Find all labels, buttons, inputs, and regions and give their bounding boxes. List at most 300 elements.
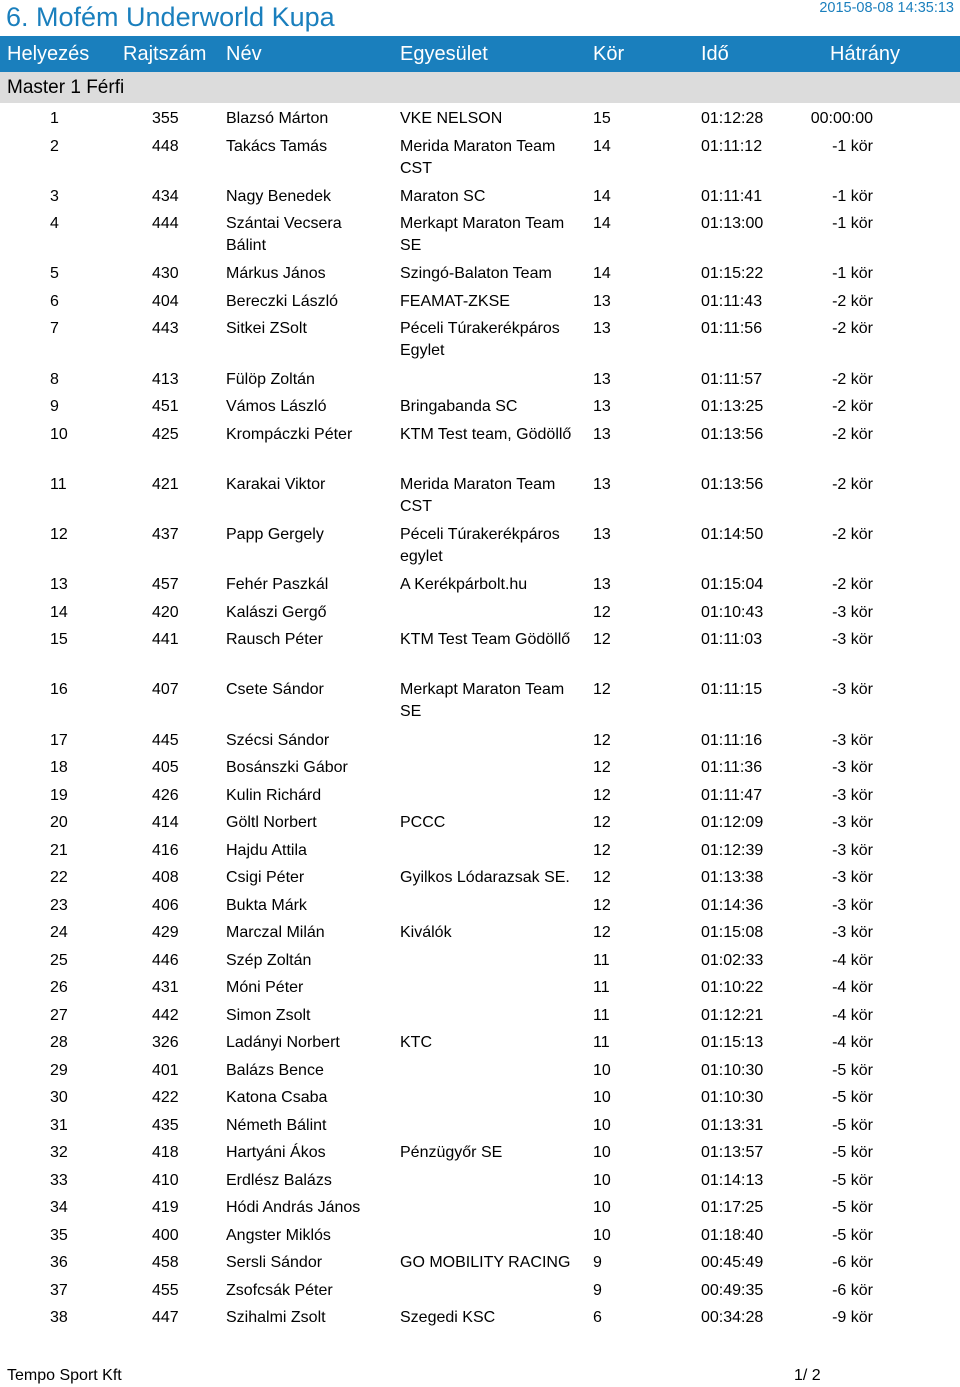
position-cell: 10	[50, 425, 68, 443]
table-row	[0, 754, 960, 782]
table-row	[0, 727, 960, 755]
time-cell: 01:10:43	[701, 603, 764, 621]
name-cell: Bosánszki Gábor	[226, 759, 348, 776]
name-cell: Sitkei ZSolt	[226, 320, 307, 338]
footer-company: Tempo Sport Kft	[7, 1367, 122, 1384]
gap-cell: -5 kör	[832, 1144, 873, 1161]
laps-cell: 14	[593, 137, 611, 155]
name-cell: Németh Bálint	[226, 1116, 327, 1134]
gap-cell: -3 kör	[832, 603, 873, 621]
time-cell: 01:11:12	[701, 137, 763, 155]
time-cell: 01:15:08	[701, 924, 764, 941]
name-cell: Simon Zsolt	[226, 1006, 311, 1024]
time-cell: 01:10:30	[701, 1089, 764, 1106]
name-cell: Fehér Paszkál	[226, 576, 329, 594]
table-row	[0, 892, 960, 920]
name-cell: Blazsó Márton	[226, 110, 329, 127]
club-cell: Gyilkos Lódarazsak SE.	[400, 869, 570, 886]
club-cell: Péceli Túrakerékpáros egylet	[400, 525, 560, 565]
time-cell: 01:13:25	[701, 398, 764, 416]
name-cell: Zsofcsák Péter	[226, 1281, 333, 1299]
club-cell: KTM Test team, Gödöllő	[400, 425, 572, 443]
column-header-bar	[0, 36, 960, 72]
table-row	[0, 210, 960, 260]
club-cell: Merida Maraton Team CST	[400, 475, 556, 515]
laps-cell: 11	[593, 1006, 610, 1024]
name-cell: Fülöp Zoltán	[226, 370, 315, 388]
title-bar	[0, 0, 960, 36]
bib-cell: 401	[152, 1061, 179, 1079]
table-row	[0, 1249, 960, 1277]
gap-cell: -5 kör	[832, 1226, 873, 1244]
gap-cell: -9 kör	[832, 1309, 873, 1326]
laps-cell: 10	[593, 1199, 611, 1216]
position-cell: 36	[50, 1254, 68, 1271]
bib-cell: 406	[152, 896, 179, 914]
laps-cell: 12	[593, 924, 611, 941]
club-cell: Maraton SC	[400, 187, 486, 205]
position-cell: 4	[50, 215, 59, 233]
bib-cell: 442	[152, 1006, 179, 1024]
table-row	[0, 1002, 960, 1030]
gap-cell: -4 kör	[832, 1006, 873, 1024]
bib-cell: 431	[152, 979, 179, 996]
laps-cell: 10	[593, 1171, 611, 1189]
club-cell: KTC	[400, 1034, 432, 1051]
bib-cell: 404	[152, 292, 179, 310]
club-cell: PCCC	[400, 814, 446, 831]
time-cell: 01:13:56	[701, 425, 764, 443]
name-cell: Móni Péter	[226, 979, 304, 996]
gap-cell: -2 kör	[832, 576, 873, 594]
bib-cell: 326	[152, 1034, 179, 1051]
position-cell: 11	[50, 475, 67, 493]
footer-page-number: 1/ 2	[794, 1367, 821, 1384]
name-cell: Hajdu Attila	[226, 841, 307, 859]
gap-cell: -5 kör	[832, 1171, 873, 1189]
time-cell: 01:11:03	[701, 631, 763, 649]
bib-cell: 457	[152, 576, 179, 594]
gap-cell: -3 kör	[832, 681, 873, 699]
time-cell: 01:12:21	[701, 1006, 764, 1024]
position-cell: 7	[50, 320, 59, 338]
table-row	[0, 837, 960, 865]
bib-cell: 445	[152, 731, 179, 749]
time-cell: 01:10:30	[701, 1061, 764, 1079]
gap-cell: -2 kör	[832, 370, 873, 388]
position-cell: 34	[50, 1199, 68, 1216]
position-cell: 1	[50, 110, 59, 127]
time-cell: 01:10:22	[701, 979, 764, 996]
time-cell: 01:11:57	[701, 370, 763, 388]
name-cell: Nagy Benedek	[226, 187, 331, 205]
position-cell: 29	[50, 1061, 68, 1079]
position-cell: 3	[50, 187, 59, 205]
gap-cell: -4 kör	[832, 1034, 873, 1051]
name-cell: Csigi Péter	[226, 869, 305, 886]
position-cell: 2	[50, 137, 59, 155]
position-cell: 22	[50, 869, 68, 886]
bib-cell: 426	[152, 786, 179, 804]
laps-cell: 11	[593, 979, 610, 996]
position-cell: 30	[50, 1089, 68, 1106]
name-cell: Bereczki László	[226, 292, 339, 310]
time-cell: 01:13:56	[701, 475, 764, 493]
laps-cell: 10	[593, 1061, 611, 1079]
bib-cell: 408	[152, 869, 179, 886]
gap-cell: 00:00:00	[810, 110, 873, 127]
name-cell: Rausch Péter	[226, 631, 323, 649]
table-row	[0, 1194, 960, 1222]
header-gap: Hátrány	[830, 43, 901, 65]
bib-cell: 455	[152, 1281, 179, 1299]
name-cell: Kalászi Gergő	[226, 603, 327, 621]
bib-cell: 414	[152, 814, 179, 831]
bib-cell: 458	[152, 1254, 179, 1271]
gap-cell: -4 kör	[832, 979, 873, 996]
name-cell: Katona Csaba	[226, 1089, 328, 1106]
gap-cell: -3 kör	[832, 786, 873, 804]
time-cell: 01:11:47	[701, 786, 763, 804]
position-cell: 13	[50, 576, 68, 594]
bib-cell: 430	[152, 265, 179, 283]
name-cell: Kulin Richárd	[226, 786, 322, 804]
name-cell: Sersli Sándor	[226, 1254, 323, 1271]
header-position: Helyezés	[7, 43, 90, 65]
gap-cell: -3 kör	[832, 731, 873, 749]
name-cell: Erdlész Balázs	[226, 1171, 332, 1189]
name-cell: Angster Miklós	[226, 1226, 331, 1244]
laps-cell: 10	[593, 1116, 611, 1134]
laps-cell: 12	[593, 896, 611, 914]
club-cell: GO MOBILITY RACING	[400, 1254, 571, 1271]
bib-cell: 400	[152, 1226, 179, 1244]
gap-cell: -5 kör	[832, 1089, 873, 1106]
table-row	[0, 864, 960, 892]
gap-cell: -2 kör	[832, 398, 873, 416]
gap-cell: -6 kör	[832, 1281, 873, 1299]
bib-cell: 405	[152, 759, 179, 776]
table-row	[0, 1277, 960, 1305]
laps-cell: 14	[593, 265, 611, 283]
bib-cell: 422	[152, 1089, 179, 1106]
table-row	[0, 1057, 960, 1085]
position-cell: 5	[50, 265, 59, 283]
position-cell: 32	[50, 1144, 68, 1161]
laps-cell: 12	[593, 759, 611, 776]
laps-cell: 12	[593, 631, 611, 649]
bib-cell: 448	[152, 137, 179, 155]
laps-cell: 12	[593, 869, 611, 886]
bib-cell: 421	[152, 475, 179, 493]
name-cell: Szántai Vecsera Bálint	[226, 215, 342, 255]
laps-cell: 12	[593, 681, 611, 699]
bib-cell: 435	[152, 1116, 179, 1134]
laps-cell: 13	[593, 576, 611, 594]
laps-cell: 13	[593, 425, 611, 443]
laps-cell: 10	[593, 1144, 611, 1161]
bib-cell: 447	[152, 1309, 179, 1326]
name-cell: Szihalmi Zsolt	[226, 1309, 326, 1326]
gap-cell: -3 kör	[832, 896, 873, 914]
time-cell: 01:11:56	[701, 320, 763, 338]
time-cell: 01:11:41	[701, 187, 763, 205]
bib-cell: 437	[152, 525, 179, 543]
bib-cell: 451	[152, 398, 179, 416]
name-cell: Balázs Bence	[226, 1061, 324, 1079]
name-cell: Krompáczki Péter	[226, 425, 353, 443]
laps-cell: 13	[593, 320, 611, 338]
club-cell: FEAMAT-ZKSE	[400, 292, 510, 310]
time-cell: 01:15:22	[701, 265, 764, 283]
gap-cell: -4 kör	[832, 951, 873, 969]
gap-cell: -2 kör	[832, 320, 873, 338]
club-cell: Merkapt Maraton Team SE	[400, 215, 565, 255]
table-row	[0, 1222, 960, 1250]
table-row	[0, 105, 960, 133]
header-time: Idő	[701, 43, 729, 65]
time-cell: 01:14:50	[701, 525, 764, 543]
table-row	[0, 133, 960, 183]
table-row	[0, 626, 960, 676]
results-table	[0, 105, 960, 1332]
position-cell: 12	[50, 525, 68, 543]
time-cell: 01:13:57	[701, 1144, 764, 1161]
laps-cell: 9	[593, 1254, 602, 1271]
time-cell: 01:15:04	[701, 576, 764, 594]
position-cell: 24	[50, 924, 68, 941]
header-laps: Kör	[593, 43, 625, 65]
position-cell: 17	[50, 731, 68, 749]
position-cell: 38	[50, 1309, 68, 1326]
gap-cell: -5 kör	[832, 1061, 873, 1079]
category-label: Master 1 Férfi	[7, 77, 125, 98]
table-row	[0, 919, 960, 947]
time-cell: 01:02:33	[701, 951, 764, 969]
table-row	[0, 183, 960, 211]
position-cell: 27	[50, 1006, 68, 1024]
bib-cell: 416	[152, 841, 179, 859]
club-cell: Merkapt Maraton Team SE	[400, 681, 565, 721]
table-row	[0, 260, 960, 288]
position-cell: 9	[50, 398, 59, 416]
name-cell: Vámos László	[226, 398, 327, 416]
table-row	[0, 782, 960, 810]
gap-cell: -5 kör	[832, 1199, 873, 1216]
time-cell: 01:11:16	[701, 731, 763, 749]
time-cell: 01:12:09	[701, 814, 764, 831]
name-cell: Csete Sándor	[226, 681, 324, 699]
name-cell: Bukta Márk	[226, 896, 307, 914]
position-cell: 28	[50, 1034, 68, 1051]
club-cell: Pénzügyőr SE	[400, 1144, 503, 1161]
table-row	[0, 676, 960, 726]
bib-cell: 355	[152, 110, 179, 127]
time-cell: 01:11:15	[701, 681, 763, 699]
club-cell: Szegedi KSC	[400, 1309, 496, 1326]
position-cell: 37	[50, 1281, 68, 1299]
name-cell: Szécsi Sándor	[226, 731, 330, 749]
timestamp: 2015-08-08 14:35:13	[819, 0, 954, 16]
position-cell: 15	[50, 631, 68, 649]
position-cell: 6	[50, 292, 59, 310]
laps-cell: 12	[593, 731, 611, 749]
table-row	[0, 521, 960, 571]
name-cell: Szép Zoltán	[226, 951, 312, 969]
gap-cell: -3 kör	[832, 631, 873, 649]
laps-cell: 13	[593, 525, 611, 543]
position-cell: 26	[50, 979, 68, 996]
position-cell: 31	[50, 1116, 68, 1134]
laps-cell: 11	[593, 1034, 610, 1051]
laps-cell: 13	[593, 370, 611, 388]
bib-cell: 441	[152, 631, 179, 649]
gap-cell: -1 kör	[832, 265, 873, 283]
position-cell: 14	[50, 603, 68, 621]
gap-cell: -2 kör	[832, 425, 873, 443]
club-cell: VKE NELSON	[400, 110, 503, 127]
time-cell: 01:13:38	[701, 869, 764, 886]
name-cell: Ladányi Norbert	[226, 1034, 340, 1051]
name-cell: Papp Gergely	[226, 525, 324, 543]
position-cell: 8	[50, 370, 59, 388]
laps-cell: 12	[593, 603, 611, 621]
gap-cell: -3 kör	[832, 814, 873, 831]
gap-cell: -3 kör	[832, 841, 873, 859]
time-cell: 01:14:36	[701, 896, 764, 914]
gap-cell: -1 kör	[832, 215, 873, 233]
bib-cell: 413	[152, 370, 179, 388]
table-row	[0, 947, 960, 975]
bib-cell: 410	[152, 1171, 179, 1189]
time-cell: 01:11:43	[701, 292, 763, 310]
laps-cell: 10	[593, 1226, 611, 1244]
bib-cell: 443	[152, 320, 179, 338]
time-cell: 00:45:49	[701, 1254, 764, 1271]
gap-cell: -2 kör	[832, 292, 873, 310]
table-row	[0, 571, 960, 599]
table-row	[0, 315, 960, 365]
position-cell: 21	[50, 841, 68, 859]
time-cell: 01:11:36	[701, 759, 763, 776]
gap-cell: -1 kör	[832, 187, 873, 205]
table-row	[0, 288, 960, 316]
gap-cell: -6 kör	[832, 1254, 873, 1271]
table-row	[0, 366, 960, 394]
laps-cell: 14	[593, 187, 611, 205]
header-name: Név	[226, 43, 262, 65]
table-row	[0, 1304, 960, 1332]
time-cell: 01:13:00	[701, 215, 764, 233]
gap-cell: -5 kör	[832, 1116, 873, 1134]
laps-cell: 12	[593, 814, 611, 831]
position-cell: 20	[50, 814, 68, 831]
page-title: 6. Mofém Underworld Kupa	[6, 2, 335, 32]
bib-cell: 425	[152, 425, 179, 443]
table-row	[0, 1139, 960, 1167]
laps-cell: 14	[593, 215, 611, 233]
table-row	[0, 393, 960, 421]
header-bib: Rajtszám	[123, 43, 207, 65]
name-cell: Takács Tamás	[226, 137, 328, 155]
laps-cell: 15	[593, 110, 611, 127]
time-cell: 00:49:35	[701, 1281, 764, 1299]
name-cell: Hódi András János	[226, 1199, 361, 1216]
position-cell: 18	[50, 759, 68, 776]
club-cell: A Kerékpárbolt.hu	[400, 576, 528, 594]
table-row	[0, 599, 960, 627]
time-cell: 01:12:28	[701, 110, 764, 127]
gap-cell: -3 kör	[832, 924, 873, 941]
gap-cell: -2 kör	[832, 475, 873, 493]
club-cell: Merida Maraton Team CST	[400, 137, 556, 177]
name-cell: Göltl Norbert	[226, 814, 317, 831]
table-row	[0, 974, 960, 1002]
laps-cell: 12	[593, 841, 611, 859]
gap-cell: -1 kör	[832, 137, 873, 155]
position-cell: 33	[50, 1171, 68, 1189]
time-cell: 01:13:31	[701, 1116, 764, 1134]
club-cell: Kiválók	[400, 924, 452, 941]
table-row	[0, 1112, 960, 1140]
table-row	[0, 1167, 960, 1195]
header-club: Egyesület	[400, 43, 488, 65]
time-cell: 01:17:25	[701, 1199, 764, 1216]
laps-cell: 13	[593, 475, 611, 493]
time-cell: 00:34:28	[701, 1309, 764, 1326]
name-cell: Marczal Milán	[226, 924, 325, 941]
name-cell: Karakai Viktor	[226, 475, 326, 493]
laps-cell: 11	[593, 951, 610, 969]
bib-cell: 429	[152, 924, 179, 941]
bib-cell: 420	[152, 603, 179, 621]
position-cell: 23	[50, 896, 68, 914]
bib-cell: 418	[152, 1144, 179, 1161]
bib-cell: 444	[152, 215, 179, 233]
position-cell: 35	[50, 1226, 68, 1244]
position-cell: 19	[50, 786, 68, 804]
time-cell: 01:14:13	[701, 1171, 764, 1189]
laps-cell: 6	[593, 1309, 602, 1326]
name-cell: Hartyáni Ákos	[226, 1144, 326, 1161]
laps-cell: 13	[593, 398, 611, 416]
bib-cell: 407	[152, 681, 179, 699]
table-row	[0, 471, 960, 521]
time-cell: 01:12:39	[701, 841, 764, 859]
position-cell: 25	[50, 951, 68, 969]
laps-cell: 13	[593, 292, 611, 310]
table-row	[0, 1084, 960, 1112]
name-cell: Márkus János	[226, 265, 326, 283]
time-cell: 01:18:40	[701, 1226, 764, 1244]
position-cell: 16	[50, 681, 68, 699]
table-row	[0, 1029, 960, 1057]
bib-cell: 434	[152, 187, 179, 205]
gap-cell: -3 kör	[832, 869, 873, 886]
bib-cell: 419	[152, 1199, 179, 1216]
category-bar	[0, 72, 960, 103]
club-cell: KTM Test Team Gödöllő	[400, 631, 571, 649]
laps-cell: 9	[593, 1281, 602, 1299]
club-cell: Péceli Túrakerékpáros Egylet	[400, 320, 560, 360]
gap-cell: -3 kör	[832, 759, 873, 776]
table-row	[0, 809, 960, 837]
bib-cell: 446	[152, 951, 179, 969]
time-cell: 01:15:13	[701, 1034, 764, 1051]
laps-cell: 10	[593, 1089, 611, 1106]
laps-cell: 12	[593, 786, 611, 804]
club-cell: Bringabanda SC	[400, 398, 518, 416]
